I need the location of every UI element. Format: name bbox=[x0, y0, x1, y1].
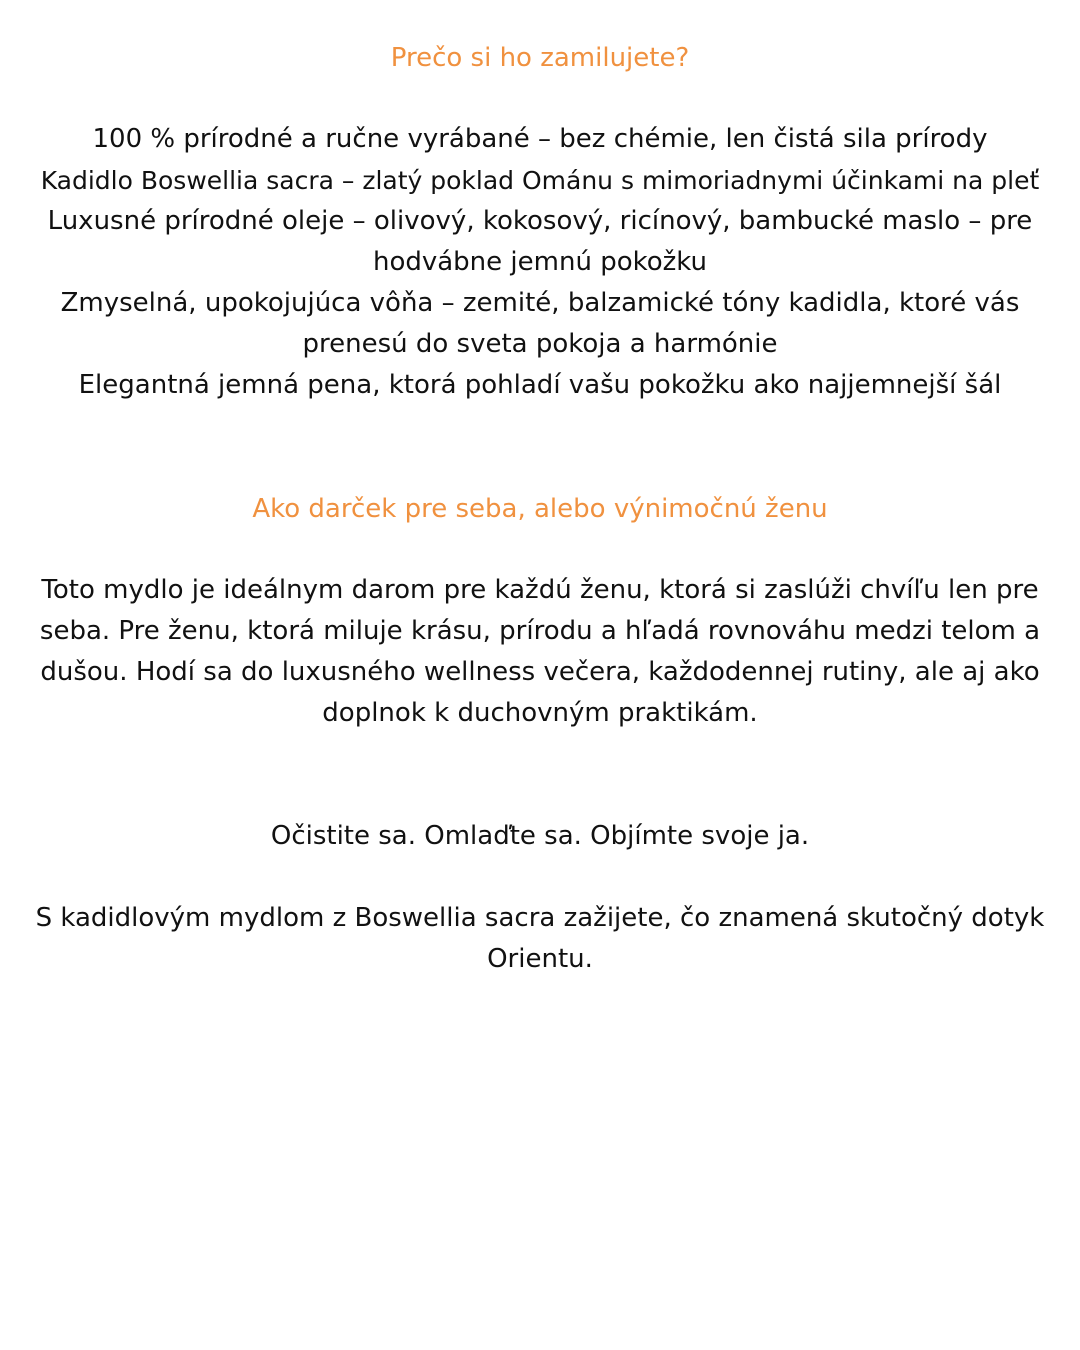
tagline: Očistite sa. Omlaďte sa. Objímte svoje ja. bbox=[270, 821, 810, 851]
benefit-item-frankincense: Kadidlo Boswellia sacra – zlatý poklad Ománu s mimoriadnymi účinkami na pleť bbox=[40, 166, 1040, 195]
benefit-item-scent: Zmyselná, upokojujúca vôňa – zemité, balzamické tóny kadidla, ktoré vás prenesú do sveta pokoja a harmónie bbox=[60, 288, 1020, 359]
benefit-item-natural: 100 % prírodné a ručne vyrábané – bez chémie, len čistá sila prírody bbox=[92, 124, 988, 154]
gift-paragraph bbox=[0, 570, 1080, 734]
section-heading-gift: Ako darček pre seba, alebo výnimočnú ženu bbox=[252, 494, 828, 524]
closing-paragraph bbox=[0, 898, 1080, 980]
benefit-item-oils: Luxusné prírodné oleje – olivový, kokosový, ricínový, bambucké maslo – pre hodvábne jemnú pokožku bbox=[47, 206, 1033, 277]
gift-paragraph-text: Toto mydlo je ideálnym darom pre každú ženu, ktorá si zaslúži chvíľu len pre seba. Pre ženu, ktorá miluje krásu, prírodu a hľadá rovnováhu medzi telom a dušou. Hodí sa do luxusného wellness večera, každodennej rutiny, ale aj ako doplnok k duchovným praktikám. bbox=[39, 575, 1041, 728]
benefit-item-foam: Elegantná jemná pena, ktorá pohladí vašu pokožku ako najjemnejší šál bbox=[78, 370, 1002, 400]
section-heading-why: Prečo si ho zamilujete? bbox=[390, 43, 690, 73]
closing-paragraph-text: S kadidlovým mydlom z Boswellia sacra zažijete, čo znamená skutočný dotyk Orientu. bbox=[35, 903, 1045, 974]
benefits-list bbox=[0, 119, 1080, 406]
